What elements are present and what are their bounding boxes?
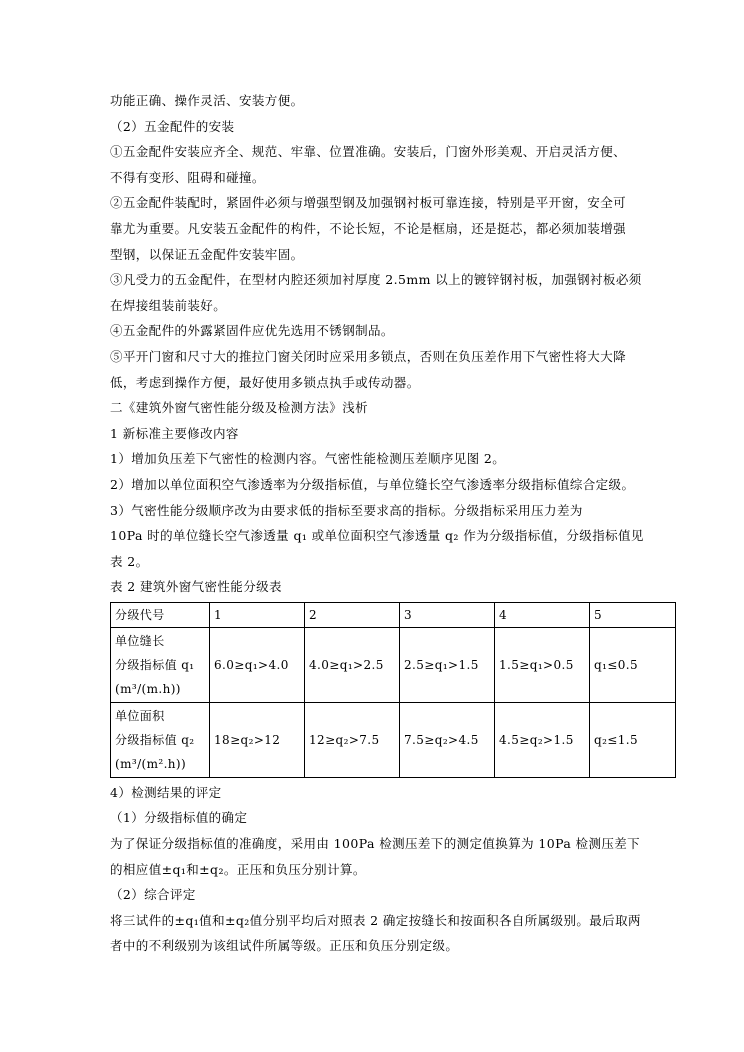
paragraph: ③凡受力的五金配件，在型材内腔还须加衬厚度 2.5mm 以上的镀锌钢衬板，加强钢衬板必须 [110,272,642,288]
paragraph: 将三试件的±q₁值和±q₂值分别平均后对照表 2 确定按缝长和按面积各自所属级别。最后取两 [110,912,641,928]
table-cell: q₂≤1.5 [590,702,676,777]
paragraph: 功能正确、操作灵活、安装方便。 [110,93,304,108]
row-label-line: 分级指标值 q₁ [115,657,195,672]
paragraph: 为了保证分级指标值的准确度，采用由 100Pa 检测压差下的测定值换算为 10Pa 检测压差下 [110,836,641,852]
table-cell: 4.5≥q₂>1.5 [495,702,590,777]
table-cell: 7.5≥q₂>4.5 [400,702,495,777]
paragraph: 者中的不利级别为该组试件所属等级。正压和负压分别定级。 [110,938,459,954]
paragraph: 表 2。 [110,553,149,569]
table-cell: 2.5≥q₁>1.5 [400,627,495,702]
row-label-cell [111,702,210,777]
table-header-cell: 1 [210,602,305,627]
table-row [111,702,676,777]
table-header-cell: 5 [590,602,676,627]
table-caption: 表 2 建筑外窗气密性能分级表 [110,579,282,595]
paragraph: 不得有变形、阻碍和碰撞。 [110,169,265,185]
paragraph: ②五金配件装配时，紧固件必须与增强型钢及加强钢衬板可靠连接，特别是平开窗，安全可 [110,195,627,211]
table-cell: 12≥q₂>7.5 [305,702,400,777]
paragraph: 型钢，以保证五金配件安装牢固。 [110,246,304,262]
row-label-line: 分级指标值 q₂ [115,732,195,747]
paragraph: ①五金配件安装应齐全、规范、牢靠、位置准确。安装后，门窗外形美观、开启灵活方便、 [110,144,627,160]
row-label-cell [111,627,210,702]
table-cell: 6.0≥q₁>4.0 [210,627,305,702]
document-body [110,88,644,959]
subheading: 1 新标准主要修改内容 [110,425,239,441]
paragraph: 靠尤为重要。凡安装五金配件的构件，不论长短，不论是框扇，还是挺芯，都必须加装增强 [110,220,627,236]
table-header-cell: 分级代号 [111,602,210,627]
table-cell: q₁≤0.5 [590,627,676,702]
row-label-line: (m³/(m.h)) [115,681,181,696]
subheading: （2）五金配件的安装 [110,118,235,134]
paragraph: ⑤平开门窗和尺寸大的推拉门窗关闭时应采用多锁点，否则在负压差作用下气密性将大大降 [110,348,627,364]
row-label-line: (m³/(m².h)) [115,756,187,771]
table-row [111,627,676,702]
airtightness-grade-table [110,602,676,778]
table-header-row [111,602,676,627]
table-cell: 1.5≥q₁>0.5 [495,627,590,702]
paragraph: 3）气密性能分级顺序改为由要求低的指标至要求高的指标。分级指标采用压力差为 [110,502,583,518]
table-cell: 4.0≥q₁>2.5 [305,627,400,702]
paragraph: 在焊接组装前装好。 [110,297,227,313]
table-header-cell: 2 [305,602,400,627]
paragraph: ④五金配件的外露紧固件应优先选用不锈钢制品。 [110,323,394,339]
table-header-cell: 4 [495,602,590,627]
subheading: （2）综合评定 [110,887,196,903]
table-header-cell: 3 [400,602,495,627]
paragraph: 1）增加负压差下气密性的检测内容。气密性能检测压差顺序见图 2。 [110,451,506,467]
row-label-line: 单位缝长 [115,633,165,648]
table-cell: 18≥q₂>12 [210,702,305,777]
subheading: 4）检测结果的评定 [110,784,222,800]
paragraph: 低，考虑到操作方便，最好使用多锁点执手或传动器。 [110,374,420,390]
subheading: （1）分级指标值的确定 [110,810,248,826]
section-heading: 二《建筑外窗气密性能分级及检测方法》浅析 [110,400,369,416]
paragraph: 2）增加以单位面积空气渗透率为分级指标值，与单位缝长空气渗透率分级指标值综合定级。 [110,476,635,492]
paragraph: 的相应值±q₁和±q₂。正压和负压分别计算。 [110,861,366,877]
row-label-line: 单位面积 [115,708,165,723]
paragraph: 10Pa 时的单位缝长空气渗透量 q₁ 或单位面积空气渗透量 q₂ 作为分级指标值，分级指标值见 [110,528,644,544]
